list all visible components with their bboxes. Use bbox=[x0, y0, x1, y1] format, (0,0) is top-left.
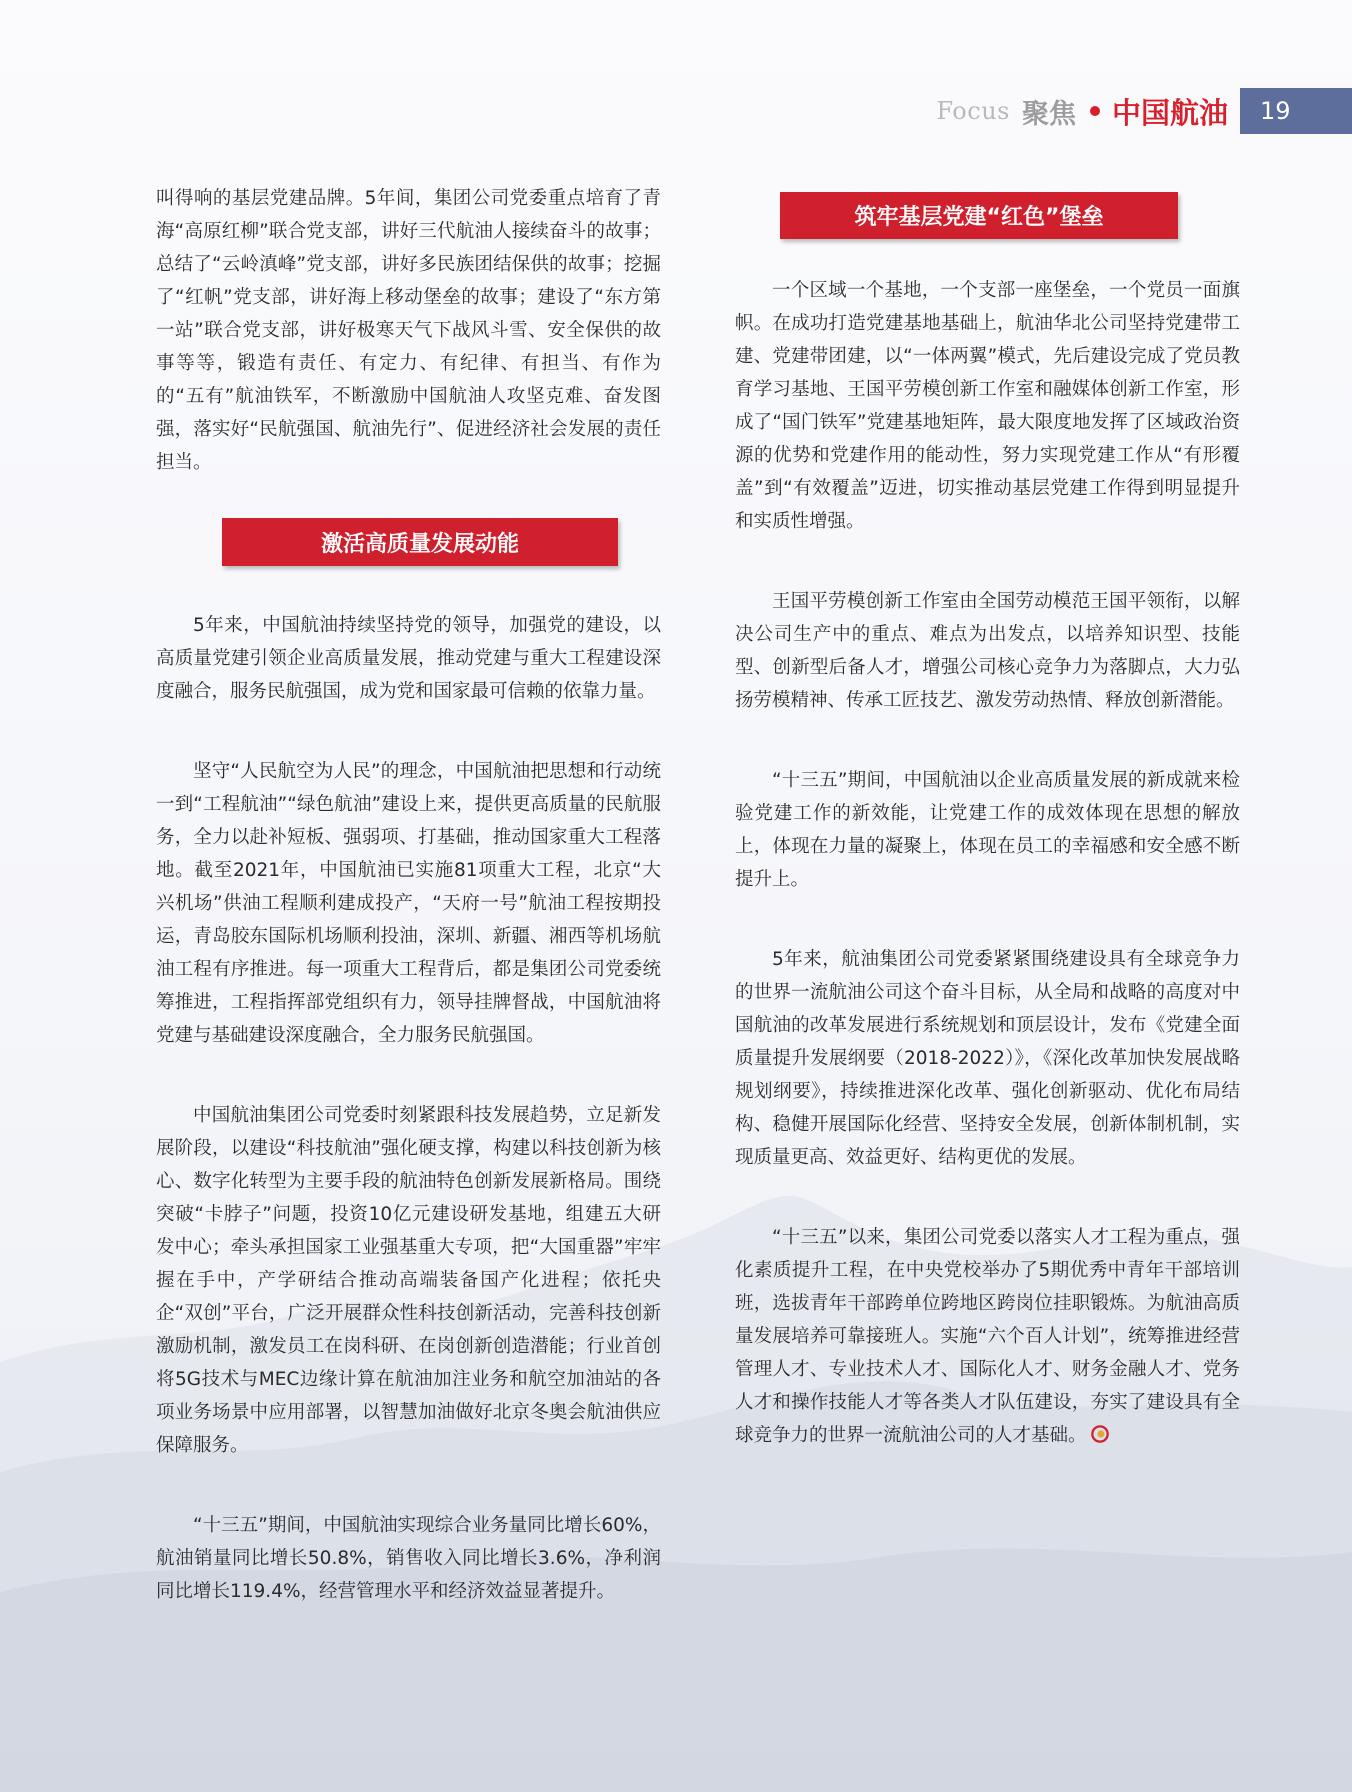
header-section-label: 聚焦 bbox=[1021, 98, 1076, 130]
right-paragraph-2: 王国平劳模创新工作室由全国劳动模范王国平领衔，以解决公司生产中的重点、难点为出发点，以培养知识型、技能型、创新型后备人才，增强公司核心竞争力为落脚点，大力弘扬劳模精神、传承工匠技艺、激发劳动热情、释放创新潜能。 bbox=[735, 591, 1240, 711]
left-paragraph-4: 中国航油集团公司党委时刻紧跟科技发展趋势，立足新发展阶段，以建设“科技航油”强化硬支撑，构建以科技创新为核心、数字化转型为主要手段的航油特色创新发展新格局。围绕突破“卡脖子”问题，投资10亿元建设研发基地，组建五大研发中心；牵头承担国家工业强基重大专项，把“大国重器”牢牢握在手中，产学研结合推动高端装备国产化进程；依托央企“双创”平台，广泛开展群众性科技创新活动，完善科技创新激励机制，激发员工在岗科研、在岗创新创造潜能；行业首创将5G技术与MEC边缘计算在航油加注业务和航空加油站的各项业务场景中应用部署，以智慧加油做好北京冬奥会航油供应保障服务。 bbox=[156, 1105, 661, 1456]
section-title-red-fortress: 筑牢基层党建“红色”堡垒 bbox=[780, 192, 1178, 239]
section-title-activate-momentum: 激活高质量发展动能 bbox=[222, 518, 618, 566]
right-paragraph-1: 一个区域一个基地，一个支部一座堡垒，一个党员一面旗帜。在成功打造党建基地基础上，航油华北公司坚持党建带工建、党建带团建，以“一体两翼”模式，先后建设完成了党员教育学习基地、王国平劳模创新工作室和融媒体创新工作室，形成了“国门铁军”党建基地矩阵，最大限度地发挥了区域政治资源的优势和党建作用的能动性，努力实现党建工作从“有形覆盖”到“有效覆盖”迈进，切实推动基层党建工作得到明显提升和实质性增强。 bbox=[735, 280, 1240, 532]
right-paragraph-4: 5年来，航油集团公司党委紧紧围绕建设具有全球竞争力的世界一流航油公司这个奋斗目标，从全局和战略的高度对中国航油的改革发展进行系统规划和顶层设计，发布《党建全面质量提升发展纲要（2018-2022）》，《深化改革加快发展战略规划纲要》，持续推进深化改革、强化创新驱动、优化布局结构、稳健开展国际化经营、坚持安全发展，创新体制机制，实现质量更高、效益更好、结构更优的发展。 bbox=[735, 949, 1240, 1168]
header-dot-icon bbox=[1090, 106, 1100, 116]
right-paragraph-3: “十三五”期间，中国航油以企业高质量发展的新成就来检验党建工作的新效能，让党建工作的成效体现在思想的解放上，体现在力量的凝聚上，体现在员工的幸福感和安全感不断提升上。 bbox=[735, 770, 1240, 890]
left-paragraph-3: 坚守“人民航空为人民”的理念，中国航油把思想和行动统一到“工程航油”“绿色航油”建设上来，提供更高质量的民航服务，全力以赴补短板、强弱项、打基础，推动国家重大工程落地。截至2021年，中国航油已实施81项重大工程，北京“大兴机场”供油工程顺利建成投产，“天府一号”航油工程按期投运，青岛胶东国际机场顺利投油，深圳、新疆、湘西等机场航油工程有序推进。每一项重大工程背后，都是集团公司党委统筹推进，工程指挥部党组织有力，领导挂牌督战，中国航油将党建与基础建设深度融合，全力服务民航强国。 bbox=[156, 761, 661, 1046]
left-paragraph-2: 5年来，中国航油持续坚持党的领导，加强党的建设，以高质量党建引领企业高质量发展，推动党建与重大工程建设深度融合，服务民航强国，成为党和国家最可信赖的依靠力量。 bbox=[156, 615, 661, 702]
end-logo-icon bbox=[1091, 1425, 1109, 1443]
right-column bbox=[735, 274, 1240, 1452]
page-number: 19 bbox=[1240, 88, 1352, 134]
header-brand: 中国航油 bbox=[1111, 95, 1228, 130]
right-paragraph-5-text: “十三五”以来，集团公司党委以落实人才工程为重点，强化素质提升工程，在中央党校举办了5期优秀中青年干部培训班，选拔青年干部跨单位跨地区跨岗位挂职锻炼。为航油高质量发展培养可靠接班人。实施“六个百人计划”，统筹推进经营管理人才、专业技术人才、国际化人才、财务金融人才、党务人才和操作技能人才等各类人才队伍建设，夯实了建设具有全球竞争力的世界一流航油公司的人才基础。 bbox=[735, 1227, 1240, 1446]
header-focus-label: Focus bbox=[936, 97, 1010, 125]
right-paragraph-5 bbox=[735, 1221, 1240, 1452]
left-paragraph-1: 叫得响的基层党建品牌。5年间，集团公司党委重点培育了青海“高原红柳”联合党支部，讲好三代航油人接续奋斗的故事；总结了“云岭滇峰”党支部，讲好多民族团结保供的故事；挖掘了“红帆”党支部，讲好海上移动堡垒的故事；建设了“东方第一站”联合党支部，讲好极寒天气下战风斗雪、安全保供的故事等等，锻造有责任、有定力、有纪律、有担当、有作为的“五有”航油铁军，不断激励中国航油人攻坚克难、奋发图强，落实好“民航强国、航油先行”、促进经济社会发展的责任担当。 bbox=[156, 188, 661, 473]
left-column bbox=[156, 182, 661, 1608]
page-header bbox=[936, 88, 1352, 134]
left-paragraph-5: “十三五”期间，中国航油实现综合业务量同比增长60%，航油销量同比增长50.8%，销售收入同比增长3.6%，净利润同比增长119.4%，经营管理水平和经济效益显著提升。 bbox=[156, 1515, 661, 1602]
